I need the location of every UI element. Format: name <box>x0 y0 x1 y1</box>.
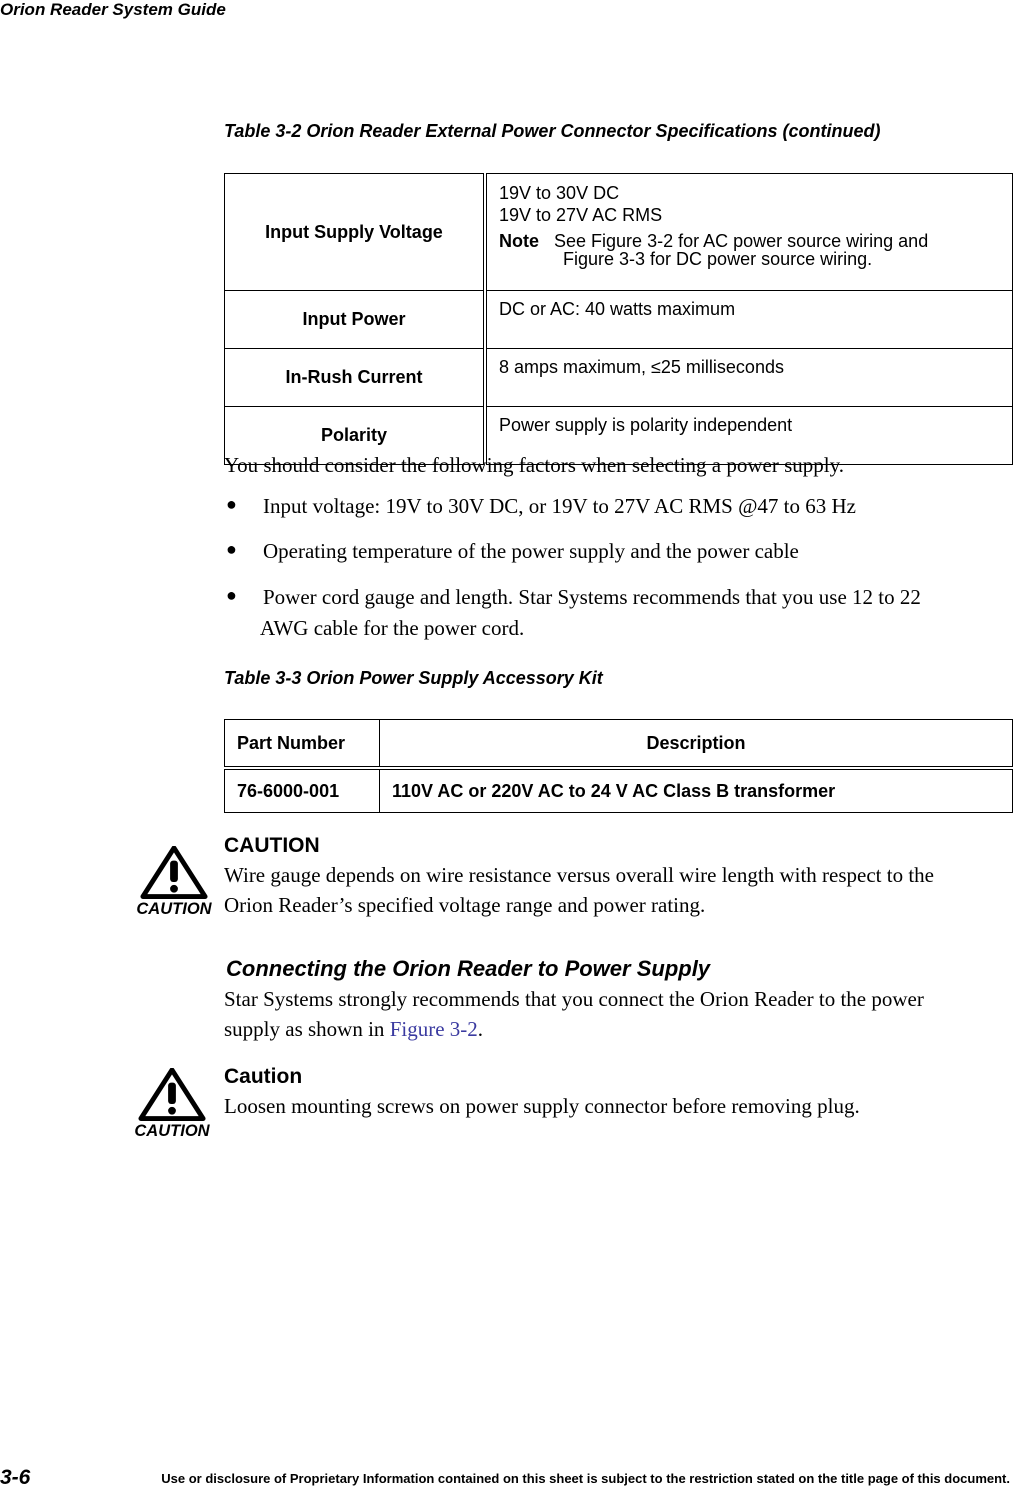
table-3-3-caption: Table 3-3 Orion Power Supply Accessory Kit <box>224 668 603 688</box>
bullet-icon: ● <box>226 585 237 605</box>
caution-title: Caution <box>224 1065 303 1088</box>
accessory-kit-table <box>224 719 1013 813</box>
description-cell: 110V AC or 220V AC to 24 V AC Class B transformer <box>380 768 1013 813</box>
list-item <box>226 494 1006 524</box>
caution-icon-label: CAUTION <box>136 899 212 916</box>
note-text: Figure 3-3 for DC power source wiring. <box>563 249 873 269</box>
caution-icon-label: CAUTION <box>134 1121 210 1138</box>
table-header-row <box>225 720 1013 769</box>
table-row <box>225 174 1013 291</box>
spec-value: DC or AC: 40 watts maximum <box>485 291 1013 349</box>
list-item-text: Operating temperature of the power supply and the power cable <box>263 539 799 563</box>
spec-note <box>499 232 1000 268</box>
part-number-cell: 76-6000-001 <box>225 768 380 813</box>
list-item-text: Power cord gauge and length. Star Systems recommends that you use 12 to 22 <box>263 585 921 609</box>
list-item-text-continued: AWG cable for the power cord. <box>260 616 525 640</box>
paragraph-line: Star Systems strongly recommends that you connect the Orion Reader to the power <box>224 987 924 1011</box>
power-connector-spec-table <box>224 173 1013 465</box>
caution-text-line: Orion Reader’s specified voltage range and power rating. <box>224 893 706 917</box>
paragraph-punctuation: . <box>477 1017 484 1041</box>
spec-value <box>485 174 1013 291</box>
spec-value: 8 amps maximum, ≤25 milliseconds <box>485 349 1013 407</box>
table-3-2-caption: Table 3-2 Orion Reader External Power Connector Specifications (continued) <box>224 121 881 141</box>
page-number: 3-6 <box>0 1466 31 1489</box>
note-label: Note <box>499 231 539 251</box>
list-item-text: Input voltage: 19V to 30V DC, or 19V to 27V AC RMS @47 to 63 Hz <box>263 494 856 518</box>
list-item <box>226 539 1006 569</box>
column-header-part-number: Part Number <box>225 720 380 769</box>
spec-value-line: 19V to 30V DC <box>499 183 620 203</box>
bullet-icon: ● <box>226 494 237 514</box>
caution-text <box>224 860 934 920</box>
caution-text: Loosen mounting screws on power supply connector before removing plug. <box>224 1094 860 1118</box>
column-header-description: Description <box>380 720 1013 769</box>
table-row <box>225 349 1013 407</box>
section-paragraph <box>224 984 924 1044</box>
table-row <box>225 291 1013 349</box>
running-header: Orion Reader System Guide <box>0 0 226 19</box>
caution-warning-icon <box>132 1068 212 1138</box>
spec-label: In-Rush Current <box>225 349 486 407</box>
spec-label: Polarity <box>225 407 486 465</box>
caution-title: CAUTION <box>224 834 320 857</box>
section-heading: Connecting the Orion Reader to Power Supply <box>226 956 711 981</box>
spec-value: Power supply is polarity independent <box>485 407 1013 465</box>
intro-paragraph: You should consider the following factors when selecting a power supply. <box>224 453 844 477</box>
spec-label: Input Power <box>225 291 486 349</box>
proprietary-notice: Use or disclosure of Proprietary Information contained on this sheet is subject to the restriction stated on the title page of this document. <box>161 1471 1010 1486</box>
caution-warning-icon <box>134 846 214 916</box>
paragraph-line: supply as shown in <box>224 1017 390 1041</box>
figure-3-2-link[interactable]: Figure 3-2 <box>389 1017 478 1041</box>
bullet-icon: ● <box>226 539 237 559</box>
spec-value-line: 19V to 27V AC RMS <box>499 205 663 225</box>
spec-label: Input Supply Voltage <box>225 174 486 291</box>
table-row <box>225 768 1013 813</box>
note-text: See Figure 3-2 for AC power source wiring and <box>554 231 929 251</box>
list-item <box>226 585 1006 645</box>
caution-text-line: Wire gauge depends on wire resistance versus overall wire length with respect to the <box>224 863 934 887</box>
